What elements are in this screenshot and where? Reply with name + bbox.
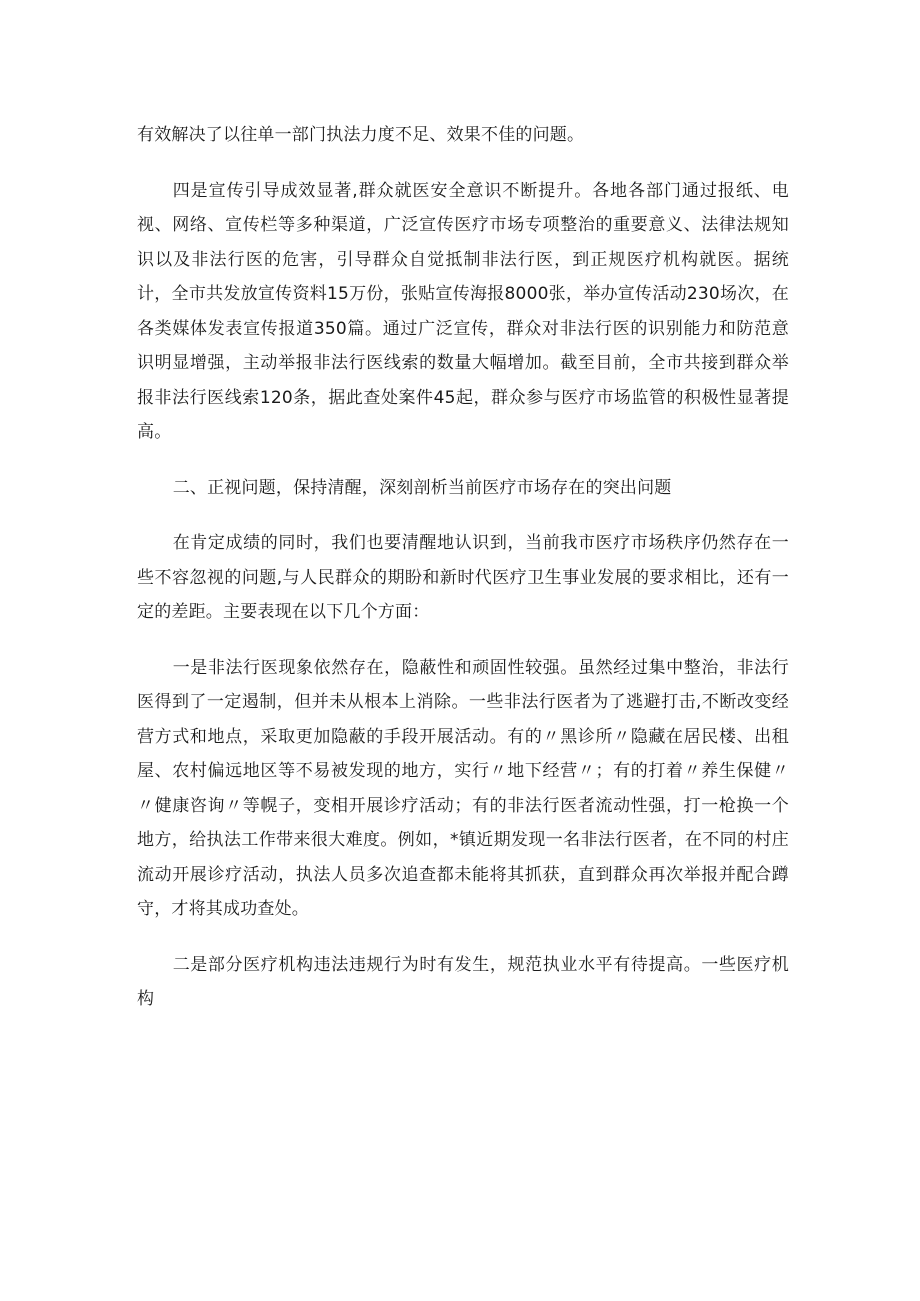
paragraph-institution-violations: 二是部分医疗机构违法违规行为时有发生，规范执业水平有待提高。一些医疗机构 [137, 954, 789, 1009]
section-heading-problems: 二、正视问题，保持清醒，深刻剖析当前医疗市场存在的突出问题 [172, 477, 672, 498]
document-body [137, 118, 789, 1038]
paragraph-problems-intro: 在肯定成绩的同时，我们也要清醒地认识到，当前我市医疗市场秩序仍然存在一些不容忽视的问题,与人民群众的期盼和新时代医疗卫生事业发展的要求相比，还有一定的差距。主要表现在以下几个方面： [137, 533, 789, 622]
paragraph-continuation: 有效解决了以往单一部门执法力度不足、效果不佳的问题。 [137, 125, 585, 145]
paragraph-publicity-results: 四是宣传引导成效显著,群众就医安全意识不断提升。各地各部门通过报纸、电视、网络、宣传栏等多种渠道，广泛宣传医疗市场专项整治的重要意义、法律法规知识以及非法行医的危害，引导群众自觉抵制非法行医，到正规医疗机构就医。据统计，全市共发放宣传资料15万份，张贴宣传海报8000张，举办宣传活动230场次，在各类媒体发表宣传报道350篇。通过广泛宣传，群众对非法行医的识别能力和防范意识明显增强，主动举报非法行医线索的数量大幅增加。截至目前，全市共接到群众举报非法行医线索120条，据此查处案件45起，群众参与医疗市场监管的积极性显著提高。 [137, 180, 789, 442]
paragraph-illegal-practice: 一是非法行医现象依然存在，隐蔽性和顽固性较强。虽然经过集中整治，非法行医得到了一定遏制，但并未从根本上消除。一些非法行医者为了逃避打击,不断改变经营方式和地点，采取更加隐蔽的手段开展活动。有的〃黑诊所〃隐藏在居民楼、出租屋、农村偏远地区等不易被发现的地方，实行〃地下经营〃；有的打着〃养生保健〃〃健康咨询〃等幌子，变相开展诊疗活动；有的非法行医者流动性强，打一枪换一个地方，给执法工作带来很大难度。例如，*镇近期发现一名非法行医者，在不同的村庄流动开展诊疗活动，执法人员多次追查都未能将其抓获，直到群众再次举报并配合蹲守，才将其成功查处。 [137, 657, 789, 919]
